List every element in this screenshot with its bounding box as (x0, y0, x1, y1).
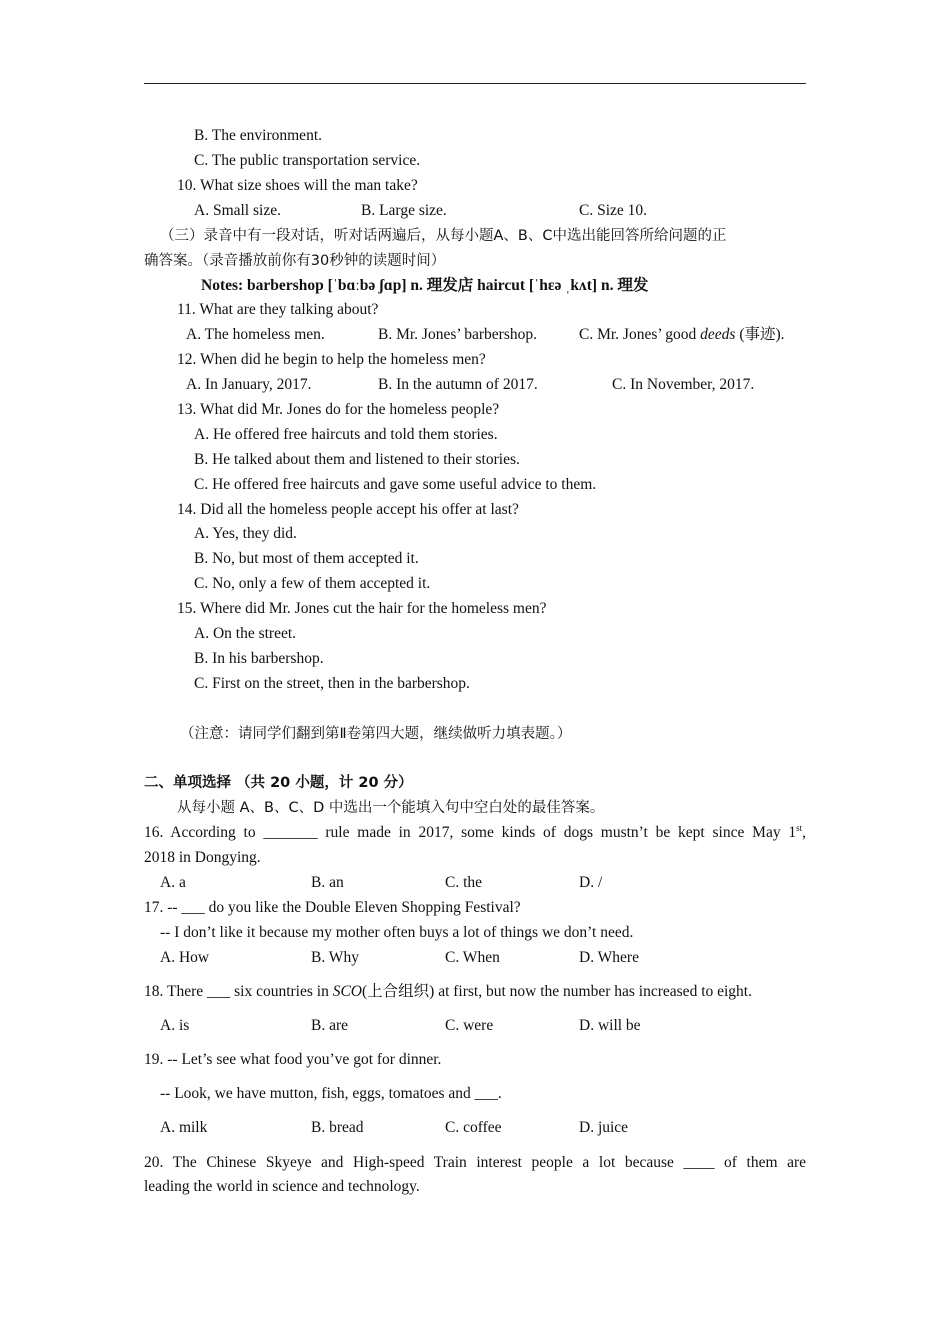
q17-option-b: B. Why (311, 949, 359, 966)
q17-question-line2: -- I don’t like it because my mother often buys a lot of things we don’t need. (160, 924, 634, 941)
header-rule (144, 83, 806, 84)
q10-option-a: A. Small size. (194, 202, 281, 219)
q16-question-line1: 16. According to _______ rule made in 2017, some kinds of dogs mustn’t be kept since May 1st, (144, 823, 806, 841)
q15-option-c: C. First on the street, then in the barbershop. (194, 675, 470, 692)
vocabulary-notes: Notes: barbershop [ˈbɑːbə ʃɑp] n. 理发店 haircut [ˈhɛə ˌkʌt] n. 理发 (201, 277, 649, 294)
q18-option-a: A. is (160, 1017, 190, 1034)
q10-question: 10. What size shoes will the man take? (177, 177, 418, 194)
q13-option-c: C. He offered free haircuts and gave some useful advice to them. (194, 476, 597, 493)
q18-option-c: C. were (445, 1017, 494, 1034)
q17-option-d: D. Where (579, 949, 639, 966)
q11-option-c: C. Mr. Jones’ good deeds (事迹). (579, 326, 785, 343)
q14-question: 14. Did all the homeless people accept his offer at last? (177, 501, 519, 518)
q14-option-a: A. Yes, they did. (194, 525, 297, 542)
q20-question-line1: 20. The Chinese Skyeye and High-speed Train interest people a lot because ____ of them are (144, 1154, 806, 1171)
q16-option-a: A. a (160, 874, 186, 891)
q14-option-b: B. No, but most of them accepted it. (194, 550, 419, 567)
q16-question-line2: 2018 in Dongying. (144, 849, 261, 866)
q19-option-c: C. coffee (445, 1119, 502, 1136)
q11-option-a: A. The homeless men. (186, 326, 325, 343)
q16-option-d: D. / (579, 874, 603, 891)
q15-option-b: B. In his barbershop. (194, 650, 324, 667)
section3-instruction-line2: 确答案。（录音播放前你有30秒钟的读题时间） (144, 253, 446, 269)
q17-option-a: A. How (160, 949, 210, 966)
q17-option-c: C. When (445, 949, 500, 966)
q13-option-a: A. He offered free haircuts and told them stories. (194, 426, 498, 443)
q19-question-line1: 19. -- Let’s see what food you’ve got for dinner. (144, 1051, 442, 1068)
ordinal-suffix: st (796, 823, 803, 833)
q10-option-c: C. Size 10. (579, 202, 648, 219)
q18-option-b: B. are (311, 1017, 349, 1034)
q12-option-b: B. In the autumn of 2017. (378, 376, 538, 393)
notice-turn-page: （注意：请同学们翻到第Ⅱ卷第四大题，继续做听力填表题。） (180, 726, 572, 742)
q13-option-b: B. He talked about them and listened to their stories. (194, 451, 520, 468)
q18-option-d: D. will be (579, 1017, 641, 1034)
sco-italic: SCO (332, 983, 362, 1000)
q16-option-c: C. the (445, 874, 483, 891)
q17-question-line1: 17. -- ___ do you like the Double Eleven Shopping Festival? (144, 899, 521, 916)
q9-option-b: B. The environment. (194, 127, 322, 144)
q19-option-a: A. milk (160, 1119, 208, 1136)
q18-question: 18. There ___ six countries in SCO(上合组织) at first, but now the number has increased to eight. (144, 983, 752, 1000)
q16-option-b: B. an (311, 874, 344, 891)
q15-question: 15. Where did Mr. Jones cut the hair for the homeless men? (177, 600, 547, 617)
q9-option-c: C. The public transportation service. (194, 152, 421, 169)
q11-option-b: B. Mr. Jones’ barbershop. (378, 326, 537, 343)
deeds-italic: deeds (700, 326, 736, 343)
q19-question-line2: -- Look, we have mutton, fish, eggs, tomatoes and ___. (160, 1085, 502, 1102)
q13-question: 13. What did Mr. Jones do for the homeless people? (177, 401, 500, 418)
q14-option-c: C. No, only a few of them accepted it. (194, 575, 431, 592)
q11-question: 11. What are they talking about? (177, 301, 379, 318)
part2-instruction: 从每小题 A、B、C、D 中选出一个能填入句中空白处的最佳答案。 (177, 800, 605, 816)
q10-option-b: B. Large size. (361, 202, 447, 219)
q19-option-b: B. bread (311, 1119, 364, 1136)
section3-instruction-line1: （三）录音中有一段对话，听对话两遍后，从每小题A、B、C中选出能回答所给问题的正 (160, 228, 727, 244)
q19-option-d: D. juice (579, 1119, 629, 1136)
q15-option-a: A. On the street. (194, 625, 297, 642)
q12-option-c: C. In November, 2017. (612, 376, 755, 393)
q12-option-a: A. In January, 2017. (186, 376, 312, 393)
q12-question: 12. When did he begin to help the homeless men? (177, 351, 486, 368)
q20-question-line2: leading the world in science and technology. (144, 1178, 420, 1195)
part2-heading: 二、单项选择 （共 20 小题，计 20 分） (144, 775, 413, 791)
